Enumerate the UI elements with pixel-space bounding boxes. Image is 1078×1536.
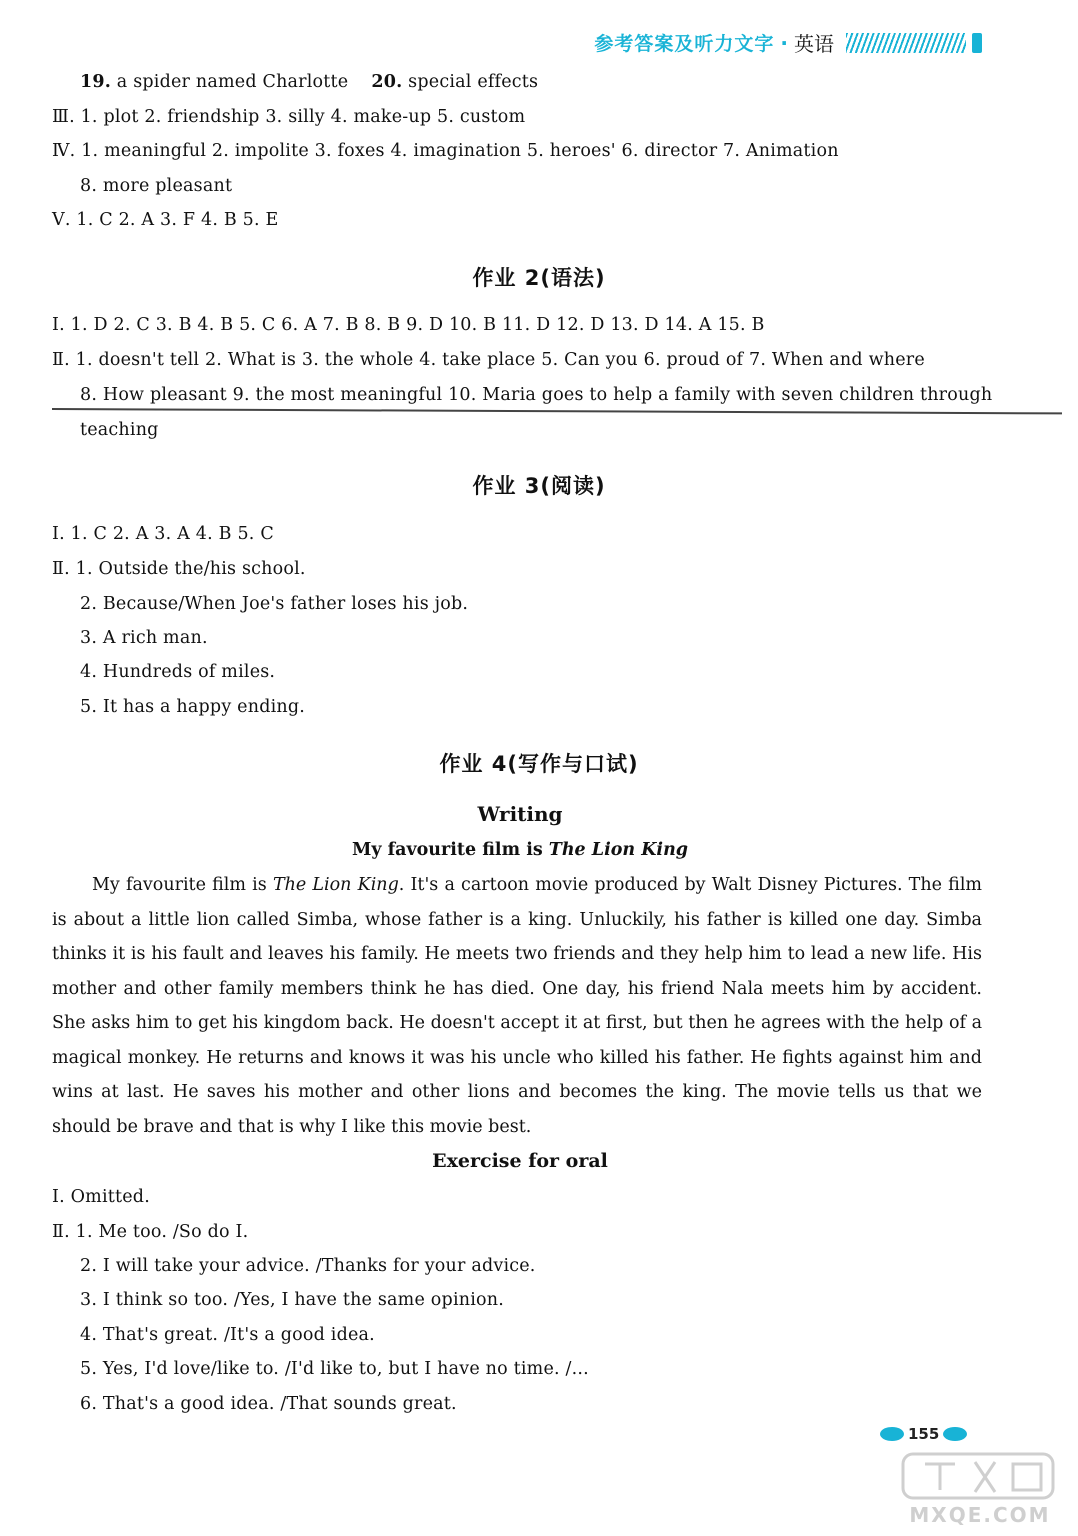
essay-text: . It's a cartoon movie produced by Walt Disney Pictures. The film is about a little lion called Simba, whose father is a king. Unluckily, his father is killed one day. Simba thinks it is his fault and leaves his family. He meets two friends and they help him to lead a new life. His mother and other family members think he has died. One day, his friend Nala meets him by accident. She asks him to get his kingdom back. He doesn't accept it at first, but then he agrees with the help of a magical monkey. He returns and knows it was his uncle who killed his father. He fights against him and wins at last. He saves his mother and other lions and becomes the king. The movie tells us that we should be brave and that is why I like this movie best. — [52, 875, 983, 1137]
oral-line-II-1: Ⅱ. 1. Me too. /So do I. — [52, 1222, 249, 1242]
essay-film-title: The Lion King — [272, 875, 399, 895]
reading-line-II-1: Ⅱ. 1. Outside the/his school. — [52, 559, 306, 579]
answer-line-19-20 — [80, 72, 538, 92]
section-title-4: 作业 4(写作与口试) — [439, 752, 639, 776]
item-number: 19. — [80, 72, 112, 92]
oral-line-I: Ⅰ. Omitted. — [52, 1187, 150, 1207]
writing-heading: Writing — [477, 802, 563, 826]
page-number: 155 — [908, 1425, 940, 1443]
answer-line-V: Ⅴ. 1. C 2. A 3. F 4. B 5. E — [52, 210, 279, 230]
answer-line-III: Ⅲ. 1. plot 2. friendship 3. silly 4. make-up 5. custom — [52, 107, 526, 127]
essay-text: My favourite film is — [92, 875, 273, 895]
grammar-line-II-cont2: teaching — [80, 420, 159, 440]
oral-line-II-3: 3. I think so too. /Yes, I have the same opinion. — [80, 1290, 504, 1310]
reading-line-II-3: 3. A rich man. — [80, 628, 208, 648]
answer-text: a spider named Charlotte — [111, 72, 349, 92]
grammar-line-I: Ⅰ. 1. D 2. C 3. B 4. B 5. C 6. A 7. B 8. B 9. D 10. B 11. D 12. D 13. D 14. A 15. B — [52, 315, 765, 335]
oral-line-II-6: 6. That's a good idea. /That sounds great. — [80, 1394, 457, 1414]
reading-line-II-4: 4. Hundreds of miles. — [80, 662, 276, 682]
oral-heading: Exercise for oral — [432, 1150, 608, 1172]
header-dot: · — [780, 30, 788, 55]
answer-line-IV: Ⅳ. 1. meaningful 2. impolite 3. foxes 4. imagination 5. heroes' 6. director 7. Animation — [52, 141, 839, 161]
answer-text: special effects — [402, 72, 539, 92]
reading-line-II-2: 2. Because/When Joe's father loses his job. — [80, 594, 469, 614]
essay-title — [0, 840, 1040, 860]
section-title-2: 作业 2(语法) — [472, 266, 606, 290]
section-title-3: 作业 3(阅读) — [472, 474, 606, 498]
running-header — [594, 28, 982, 57]
grammar-line-II-cont: 8. How pleasant 9. the most meaningful 10. Maria goes to help a family with seven children through — [80, 385, 993, 405]
oral-line-II-2: 2. I will take your advice. /Thanks for your advice. — [80, 1256, 536, 1276]
watermark-logo — [895, 1450, 1065, 1530]
header-end-block — [972, 33, 982, 53]
svg-text:MXQE.COM: MXQE.COM — [909, 1503, 1051, 1527]
page-number-left-ornament — [880, 1427, 904, 1441]
essay-paragraph — [52, 868, 982, 1144]
essay-title-film: The Lion King — [548, 840, 689, 860]
header-hatch-decoration — [846, 33, 966, 53]
essay-title-prefix: My favourite film is — [351, 840, 549, 860]
reading-line-II-5: 5. It has a happy ending. — [80, 697, 306, 717]
scan-line-artifact — [52, 408, 1062, 414]
page-number-right-ornament — [943, 1427, 967, 1441]
page-number-badge — [880, 1425, 967, 1443]
item-number: 20. — [371, 72, 403, 92]
answer-line-IV-cont: 8. more pleasant — [80, 176, 233, 196]
oral-line-II-4: 4. That's great. /It's a good idea. — [80, 1325, 375, 1345]
oral-line-II-5: 5. Yes, I'd love/like to. /I'd like to, but I have no time. /... — [80, 1359, 589, 1379]
reading-line-I: Ⅰ. 1. C 2. A 3. A 4. B 5. C — [52, 524, 274, 544]
grammar-line-II: Ⅱ. 1. doesn't tell 2. What is 3. the whole 4. take place 5. Can you 6. proud of 7. When and where — [52, 350, 925, 370]
header-subject: 英语 — [794, 32, 834, 56]
header-title: 参考答案及听力文字 — [594, 33, 775, 55]
